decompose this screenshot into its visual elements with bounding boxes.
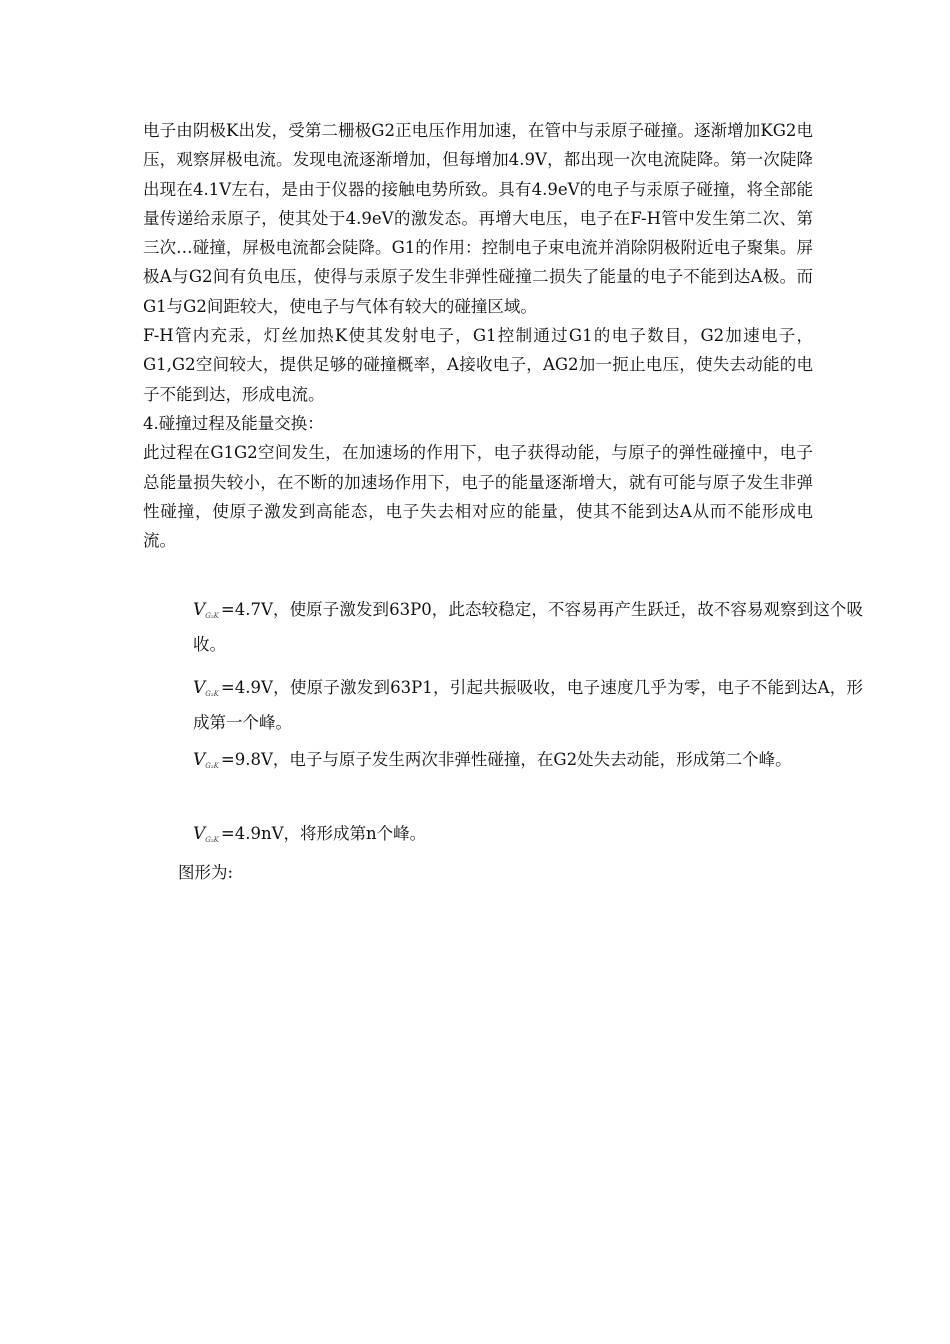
figure-label: 图形为: [178,863,234,882]
formula-text: =4.9nV，将形成第n个峰。 [220,824,427,843]
section-heading-collision: 4.碰撞过程及能量交换： [143,413,324,433]
voltage-symbol: V [193,750,206,770]
voltage-subscript: G₂K [205,690,219,698]
paragraph-franck-hertz-principle: 电子由阴极K出发，受第二栅极G2正电压作用加速，在管中与汞原子碰撞。逐渐增加KG2电压，观察屏极电流。发现电流逐渐增加，但每增加4.9V，都出现一次电流陡降。第一次陡降出现在4.1V左右，是由于仪器的接触电势所致。具有4.9eV的电子与汞原子碰撞，将全部能量传递给汞原子，使其处于4.9eV的激发态。再增大电压，电子在F-H管中发生第二次、第三次…碰撞，屏极电流都会陡降。G1的作用：控制电子束电流并消除阴极附近电子聚集。屏极A与G2间有负电压，使得与汞原子发生非弹性碰撞二损失了能量的电子不能到达A极。而G1与G2间距较大，使电子与气体有较大的碰撞区域。 [143,121,813,316]
paragraph-tube-structure: F-H管内充汞，灯丝加热K使其发射电子，G1控制通过G1的电子数目，G2加速电子，G1,G2空间较大，提供足够的碰撞概率，A接收电子，AG2加一扼止电压，使失去动能的电子不能到达，形成电流。 [143,326,813,404]
voltage-symbol: V [193,600,206,620]
formula-text: =4.9V，使原子激发到63P1，引起共振吸收，电子速度几乎为零，电子不能到达A，形成第一个峰。 [193,678,863,732]
formula-text: =9.8V，电子与原子发生两次非弹性碰撞，在G2处失去动能，形成第二个峰。 [220,750,792,769]
voltage-subscript: G₂K [205,836,219,844]
voltage-subscript: G₂K [205,612,219,620]
formula-text: =4.7V，使原子激发到63P0，此态较稳定，不容易再产生跃迁，故不容易观察到这个吸收。 [193,600,863,654]
paragraph-collision-process: 此过程在G1G2空间发生，在加速场的作用下，电子获得动能，与原子的弹性碰撞中，电子总能量损失较小，在不断的加速场作用下，电子的能量逐渐增大，就有可能与原子发生非弹性碰撞，使原子激发到高能态，电子失去相对应的能量，使其不能到达A从而不能形成电流。 [143,443,813,551]
voltage-subscript: G₂K [205,762,219,770]
formula-line-4 [143,818,863,853]
formula-line-2 [143,672,863,738]
formula-line-3 [143,744,863,779]
voltage-symbol: V [193,678,206,698]
formula-line-1 [143,594,863,660]
voltage-symbol: V [193,824,206,844]
body-text [143,116,813,555]
